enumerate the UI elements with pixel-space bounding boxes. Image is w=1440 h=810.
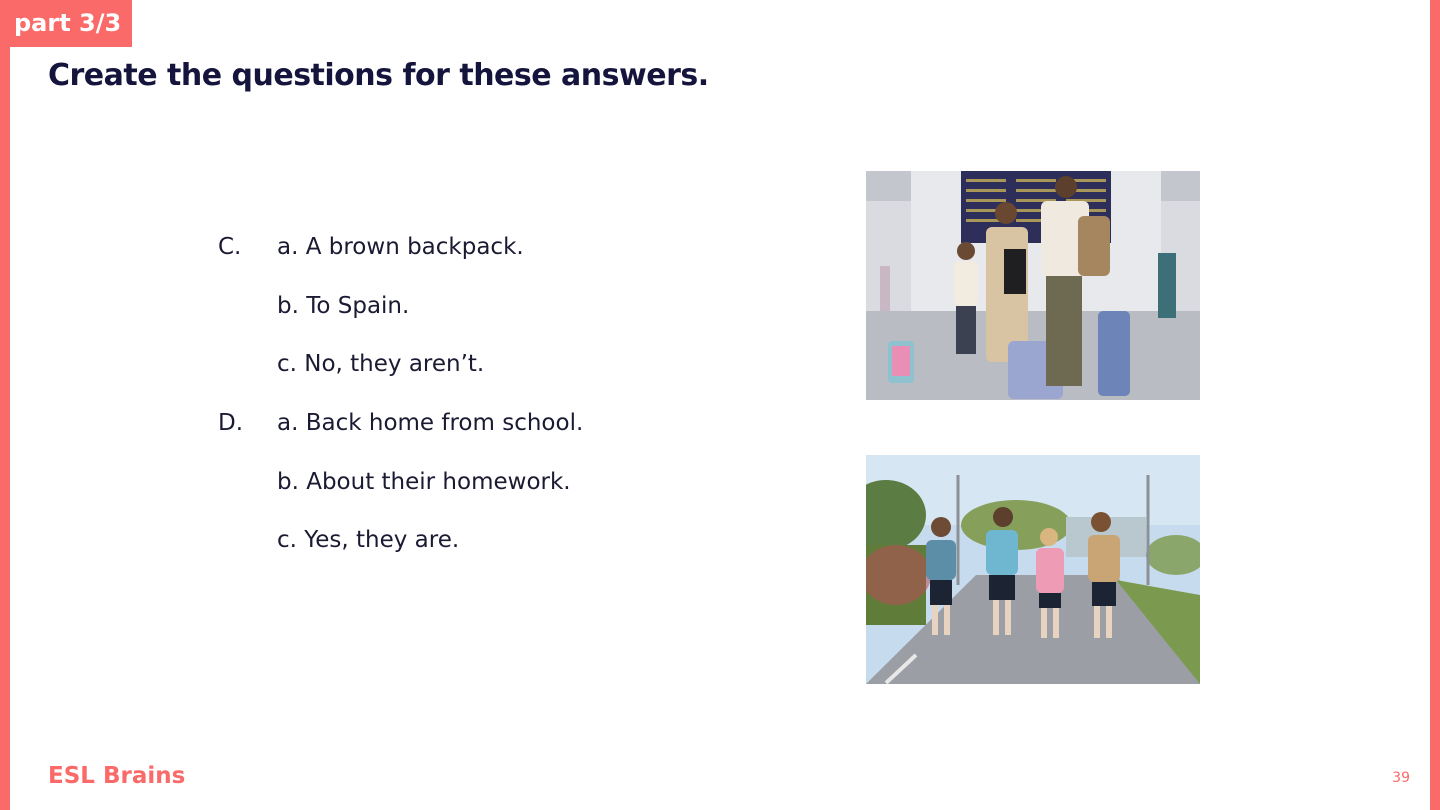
answer-text: a. A brown backpack. — [277, 234, 524, 260]
school-children-photo — [866, 455, 1200, 684]
right-accent-border — [1430, 0, 1440, 810]
page-number: 39 — [1392, 770, 1410, 786]
left-accent-border — [0, 0, 10, 810]
answer-text: b. About their homework. — [277, 468, 571, 495]
answer-text: c. No, they aren’t. — [277, 351, 485, 378]
part-tag: part 3/3 — [0, 0, 132, 47]
answer-text: a. Back home from school. — [277, 410, 584, 437]
answer-text: c. Yes, they are. — [277, 527, 460, 554]
question-letter: D. — [218, 410, 244, 437]
airport-family-photo — [866, 171, 1200, 400]
brand-logo: ESL Brains — [48, 763, 186, 789]
answer-text: b. To Spain. — [277, 292, 410, 319]
question-letter: C. — [218, 234, 242, 260]
page-title: Create the questions for these answers. — [48, 58, 709, 93]
